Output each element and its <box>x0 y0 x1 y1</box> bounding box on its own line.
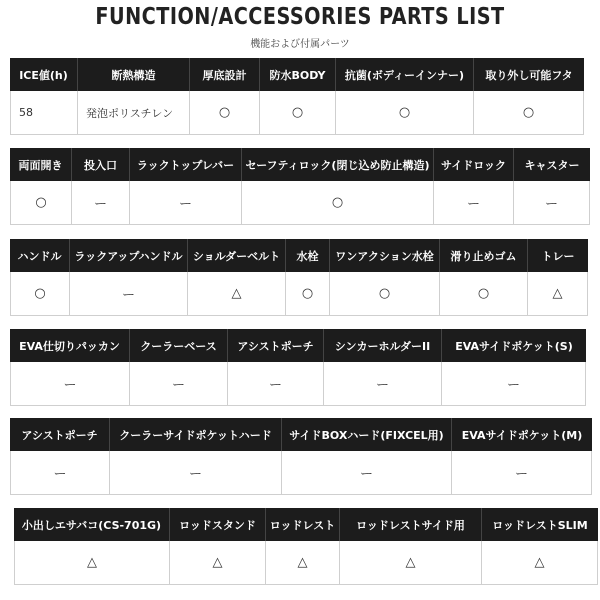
column-header: アシストポーチ <box>10 418 110 451</box>
column-header: ラックトップレバー <box>130 148 242 181</box>
table-cell: ー <box>442 362 586 406</box>
table-header-row <box>10 58 584 91</box>
table-row <box>14 541 598 585</box>
parts-table <box>10 148 590 225</box>
table-cell: ○ <box>336 91 474 135</box>
column-header: ショルダーベルト <box>188 239 286 272</box>
table-cell: ー <box>130 362 228 406</box>
table-header-row <box>10 329 586 362</box>
table-cell: ○ <box>190 91 260 135</box>
table-cell: 発泡ポリスチレン <box>78 91 190 135</box>
column-header: ラックアップハンドル <box>70 239 188 272</box>
table-cell: ー <box>228 362 324 406</box>
table-cell: ー <box>434 181 514 225</box>
column-header: トレー <box>528 239 588 272</box>
table-cell: 58 <box>10 91 78 135</box>
table-cell: △ <box>14 541 170 585</box>
column-header: シンカーホルダーII <box>324 329 442 362</box>
table-cell: ー <box>130 181 242 225</box>
table-cell: ー <box>452 451 592 495</box>
column-header: 断熱構造 <box>78 58 190 91</box>
column-header: サイドロック <box>434 148 514 181</box>
page-title: FUNCTION/ACCESSORIES PARTS LIST <box>95 4 505 30</box>
table-cell: ○ <box>260 91 336 135</box>
column-header: 投入口 <box>72 148 130 181</box>
column-header: アシストポーチ <box>228 329 324 362</box>
column-header: キャスター <box>514 148 590 181</box>
column-header: 小出しエサバコ(CS-701G) <box>14 508 170 541</box>
table-cell: △ <box>266 541 340 585</box>
table-header-row <box>10 148 590 181</box>
column-header: セーフティロック(閉じ込め防止構造) <box>242 148 434 181</box>
column-header: ロッドレスト <box>266 508 340 541</box>
table-cell: ー <box>110 451 282 495</box>
column-header: クーラーサイドポケットハード <box>110 418 282 451</box>
column-header: ロッドレストSLIM <box>482 508 598 541</box>
column-header: 両面開き <box>10 148 72 181</box>
parts-table <box>10 58 584 135</box>
column-header: EVAサイドポケット(S) <box>442 329 586 362</box>
table-cell: ー <box>324 362 442 406</box>
table-cell: ○ <box>286 272 330 316</box>
column-header: ワンアクション水栓 <box>330 239 440 272</box>
table-cell: ー <box>72 181 130 225</box>
parts-table <box>10 239 588 316</box>
table-row <box>10 181 590 225</box>
column-header: ハンドル <box>10 239 70 272</box>
column-header: クーラーベース <box>130 329 228 362</box>
table-header-row <box>10 418 592 451</box>
page-subtitle: 機能および付属パーツ <box>250 39 350 50</box>
column-header: EVAサイドポケット(M) <box>452 418 592 451</box>
column-header: 防水BODY <box>260 58 336 91</box>
table-cell: ○ <box>10 272 70 316</box>
table-cell: ○ <box>440 272 528 316</box>
table-cell: △ <box>528 272 588 316</box>
table-cell: △ <box>340 541 482 585</box>
table-cell: ○ <box>474 91 584 135</box>
column-header: 水栓 <box>286 239 330 272</box>
table-cell: ー <box>282 451 452 495</box>
column-header: EVA仕切りパッカン <box>10 329 130 362</box>
column-header: サイドBOXハード(FIXCEL用) <box>282 418 452 451</box>
column-header: ロッドレストサイド用 <box>340 508 482 541</box>
table-cell: ○ <box>10 181 72 225</box>
column-header: ロッドスタンド <box>170 508 266 541</box>
table-cell: ー <box>514 181 590 225</box>
table-header-row <box>10 239 588 272</box>
table-cell: △ <box>170 541 266 585</box>
table-row <box>10 362 586 406</box>
table-row <box>10 272 588 316</box>
column-header: 抗菌(ボディーインナー) <box>336 58 474 91</box>
table-cell: ー <box>70 272 188 316</box>
table-row <box>10 91 584 135</box>
table-cell: ー <box>10 362 130 406</box>
table-header-row <box>14 508 598 541</box>
column-header: 滑り止めゴム <box>440 239 528 272</box>
column-header: 取り外し可能フタ <box>474 58 584 91</box>
table-cell: ー <box>10 451 110 495</box>
parts-table <box>10 418 592 495</box>
table-cell: △ <box>482 541 598 585</box>
parts-table <box>10 329 586 406</box>
column-header: 厚底設計 <box>190 58 260 91</box>
table-cell: ○ <box>242 181 434 225</box>
table-cell: △ <box>188 272 286 316</box>
table-row <box>10 451 592 495</box>
table-cell: ○ <box>330 272 440 316</box>
parts-table <box>14 508 598 585</box>
column-header: ICE値(h) <box>10 58 78 91</box>
